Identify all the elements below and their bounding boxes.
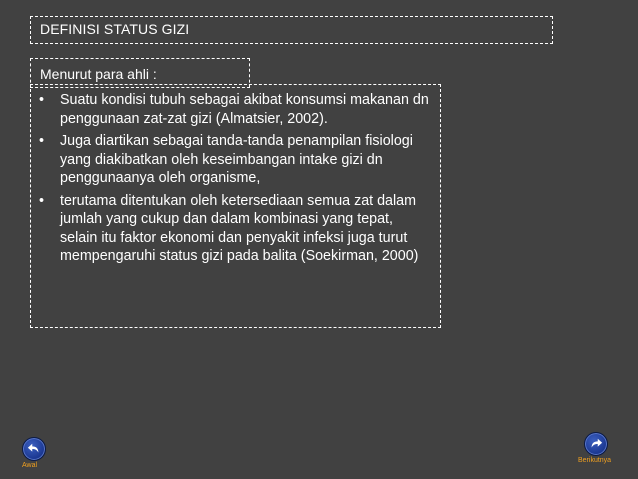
slide-title-text: DEFINISI STATUS GIZI bbox=[40, 21, 190, 37]
next-button[interactable] bbox=[584, 432, 608, 456]
definition-item bbox=[39, 192, 430, 266]
definition-item bbox=[39, 91, 430, 128]
back-button[interactable] bbox=[22, 437, 46, 461]
definition-content-box bbox=[30, 84, 441, 328]
back-label[interactable]: Awal bbox=[22, 462, 38, 469]
slide-title bbox=[30, 16, 553, 44]
definition-item bbox=[39, 132, 430, 188]
definition-item-text: terutama ditentukan oleh ketersediaan semua zat dalam jumlah yang cukup dan dalam kombinasi yang tepat, selain itu faktor ekonomi dan penyakit infeksi juga turut mempengaruhi status gizi pada balita (Soekirman, 2000) bbox=[60, 192, 419, 264]
bullet-icon: • bbox=[39, 92, 45, 108]
bullet-icon: • bbox=[39, 133, 45, 149]
back-arrow-icon bbox=[27, 442, 41, 456]
definition-item-text: Suatu kondisi tubuh sebagai akibat konsumsi makanan dn penggunaan zat-zat gizi (Almatsier, 2002). bbox=[60, 92, 429, 127]
slide-subtitle-text: Menurut para ahli : bbox=[40, 66, 157, 82]
definition-list bbox=[39, 91, 430, 266]
bullet-icon: • bbox=[39, 192, 45, 209]
forward-arrow-icon bbox=[589, 437, 603, 451]
definition-item-text: Juga diartikan sebagai tanda-tanda penampilan fisiologi yang diakibatkan oleh keseimbangan intake gizi dn penggunaanya oleh organisme, bbox=[60, 133, 413, 186]
next-label[interactable]: Berikutnya bbox=[578, 457, 612, 464]
